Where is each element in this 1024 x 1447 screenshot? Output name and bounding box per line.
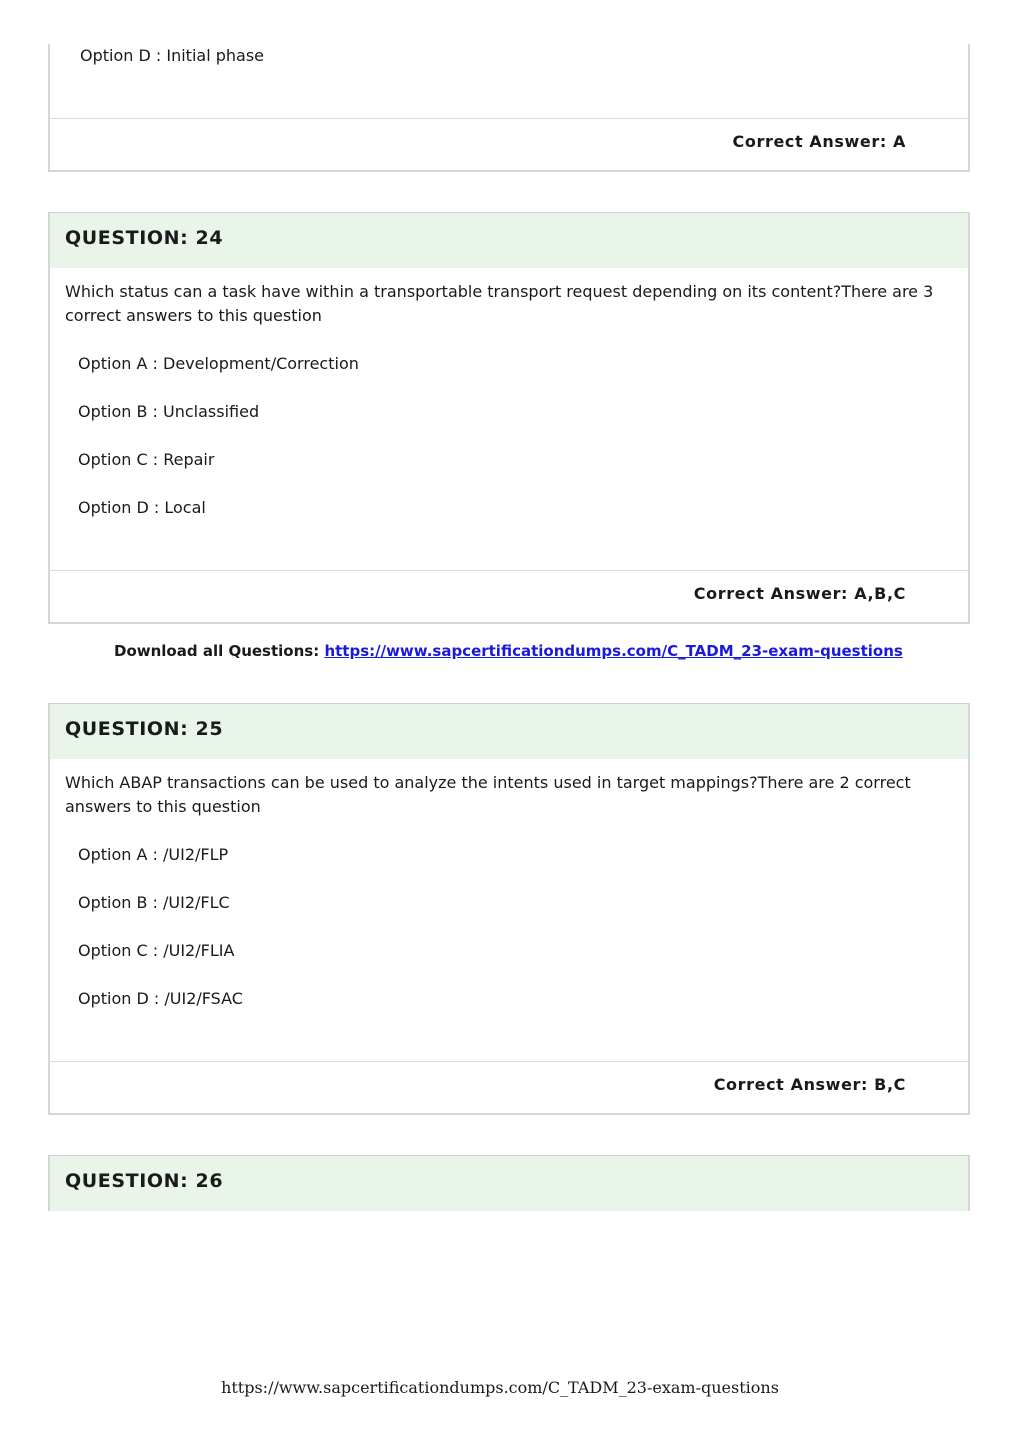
option-b: Option B : Unclassified <box>78 402 260 421</box>
previous-question-card <box>48 44 970 172</box>
question-card-25 <box>48 703 970 1115</box>
option-c: Option C : /UI2/FLIA <box>78 941 235 960</box>
answer-bar <box>50 118 968 170</box>
option-a: Option A : Development/Correction <box>78 354 359 373</box>
question-title: QUESTION: 24 <box>50 213 968 268</box>
answer-bar <box>50 570 968 622</box>
option-d: Option D : /UI2/FSAC <box>78 989 243 1008</box>
answer-bar <box>50 1061 968 1113</box>
option-b: Option B : /UI2/FLC <box>78 893 230 912</box>
question-title: QUESTION: 26 <box>50 1156 968 1211</box>
option-a: Option A : /UI2/FLP <box>78 845 229 864</box>
page-footer-url: https://www.sapcertificationdumps.com/C_TADM_23-exam-questions <box>221 1378 779 1397</box>
download-label: Download all Questions: <box>114 642 320 660</box>
download-link[interactable]: https://www.sapcertificationdumps.com/C_TADM_23-exam-questions <box>324 642 903 660</box>
option-d: Option D : Initial phase <box>80 46 265 65</box>
download-line <box>114 642 903 660</box>
correct-answer: Correct Answer: A <box>732 132 906 151</box>
option-c: Option C : Repair <box>78 450 215 469</box>
option-d: Option D : Local <box>78 498 206 517</box>
question-title: QUESTION: 25 <box>50 704 968 759</box>
question-card-24 <box>48 212 970 624</box>
correct-answer: Correct Answer: A,B,C <box>693 584 906 603</box>
question-card-26 <box>48 1155 970 1211</box>
question-text: Which status can a task have within a transportable transport request depending on its content?There are 3 correct answers to this question <box>65 282 934 325</box>
correct-answer: Correct Answer: B,C <box>713 1075 906 1094</box>
question-text: Which ABAP transactions can be used to analyze the intents used in target mappings?There are 2 correct answers to this question <box>65 773 911 816</box>
